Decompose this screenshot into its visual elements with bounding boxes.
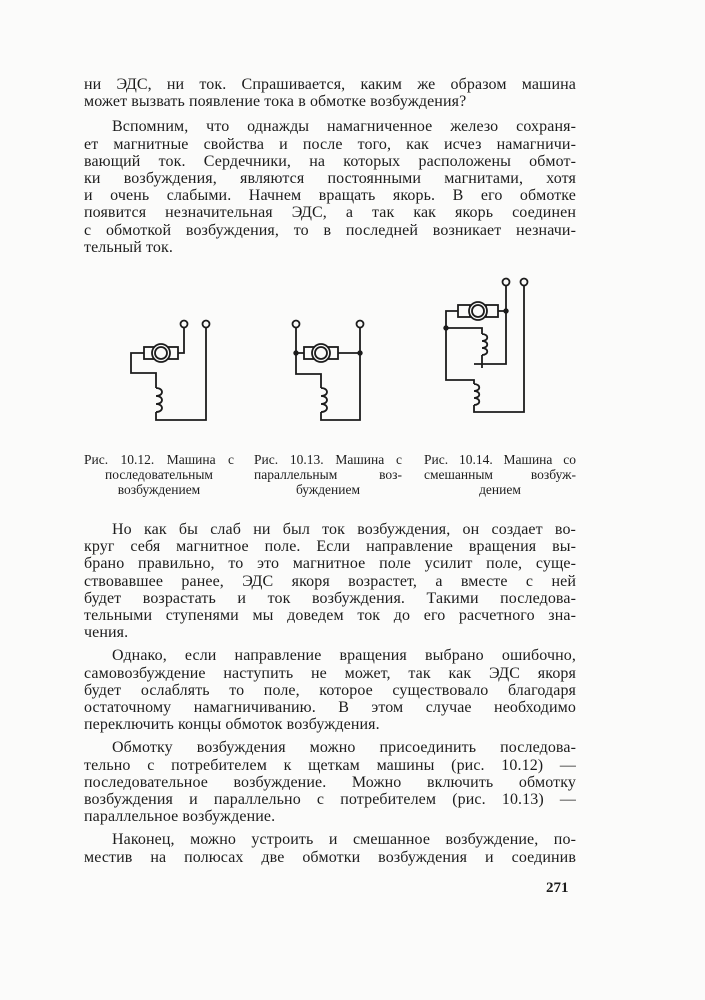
text-line: последовательное возбуждение. Можно включить обмотку [84,773,576,791]
text-line: тельно с потребителем к щеткам машины (рис. 10.12) — [84,756,576,774]
caption-line: Рис. 10.14. Машина со [424,452,576,467]
text-block-bottom [84,521,576,866]
text-line: переключить концы обмоток возбуждения. [84,716,380,734]
text-line: самовозбуждение наступить не может, так как ЭДС якоря [84,664,576,682]
figure-caption [84,452,234,497]
text-block-top [84,76,576,256]
text-line: Однако, если направление вращения выбрано ошибочно, [112,647,576,665]
text-line: параллельное возбуждение. [84,808,276,826]
paragraph [84,739,576,825]
text-line: Но как бы слаб ни был ток возбуждения, он создает во- [112,521,576,538]
text-line: Вспомним, что однажды намагниченное железо сохраня- [112,118,576,136]
text-line: ет магнитные свойства и после того, как исчез намагничи- [84,135,576,153]
text-line: вающий ток. Сердечники, на которых расположены обмот- [84,152,576,170]
figures-row [84,272,584,502]
figure-caption [254,452,402,497]
text-line: будет возрастать и ток возбуждения. Такими последова- [84,589,576,607]
caption-line: параллельным воз- [254,467,402,482]
text-line: ствовавшее ранее, ЭДС якоря возрастет, а вместе с ней [84,572,576,590]
caption-line: возбуждением [117,482,201,497]
paragraph [84,76,576,110]
text-line: Обмотку возбуждения можно присоединить последова- [112,739,576,757]
page-number: 271 [546,880,569,896]
text-line: и очень слабыми. Начнем вращать якорь. В его обмотке [84,187,576,205]
text-line: ни ЭДС, ни ток. Спрашивается, каким же образом машина [84,76,576,93]
paragraph [84,647,576,733]
text-line: круг себя магнитное поле. Если направление вращения вы- [84,538,576,556]
caption-line: смешанным возбуж- [424,467,576,482]
caption-line: буждением [295,482,361,497]
text-line: с обмоткой возбуждения, то в последней возникает незначи- [84,221,576,239]
text-line: тельный ток. [84,238,174,256]
paragraph [84,118,576,256]
text-line: местив на полюсах две обмотки возбуждения и соединив [84,848,576,866]
text-line: появится незначительная ЭДС, а так как якорь соединен [84,204,576,222]
series-excitation-diagram [122,312,222,432]
paragraph [84,521,576,641]
figure-caption [424,452,576,497]
text-line: остаточному намагничиванию. В этом случае необходимо [84,699,576,717]
text-line: может вызвать появление тока в обмотке возбуждения? [84,93,467,111]
text-line: Наконец, можно устроить и смешанное возбуждение, по- [112,831,576,849]
text-line: ки возбуждения, являются постоянными магнитами, хотя [84,170,576,188]
caption-line: Рис. 10.13. Машина с [254,452,402,467]
text-line: тельными ступенями мы доведем ток до его расчетного зна- [84,607,576,625]
text-line: чения. [84,624,129,642]
caption-line: последовательным [105,467,213,482]
compound-excitation-diagram [436,272,536,432]
text-line: брано правильно, то это магнитное поле усилит поле, суще- [84,555,576,573]
text-line: возбуждения и параллельно с потребителем (рис. 10.13) — [84,791,576,809]
caption-line: дением [479,482,521,497]
caption-line: Рис. 10.12. Машина с [84,452,234,467]
text-line: будет ослаблять то поле, которое существовало благодаря [84,681,576,699]
paragraph [84,831,576,865]
parallel-excitation-diagram [280,312,380,432]
